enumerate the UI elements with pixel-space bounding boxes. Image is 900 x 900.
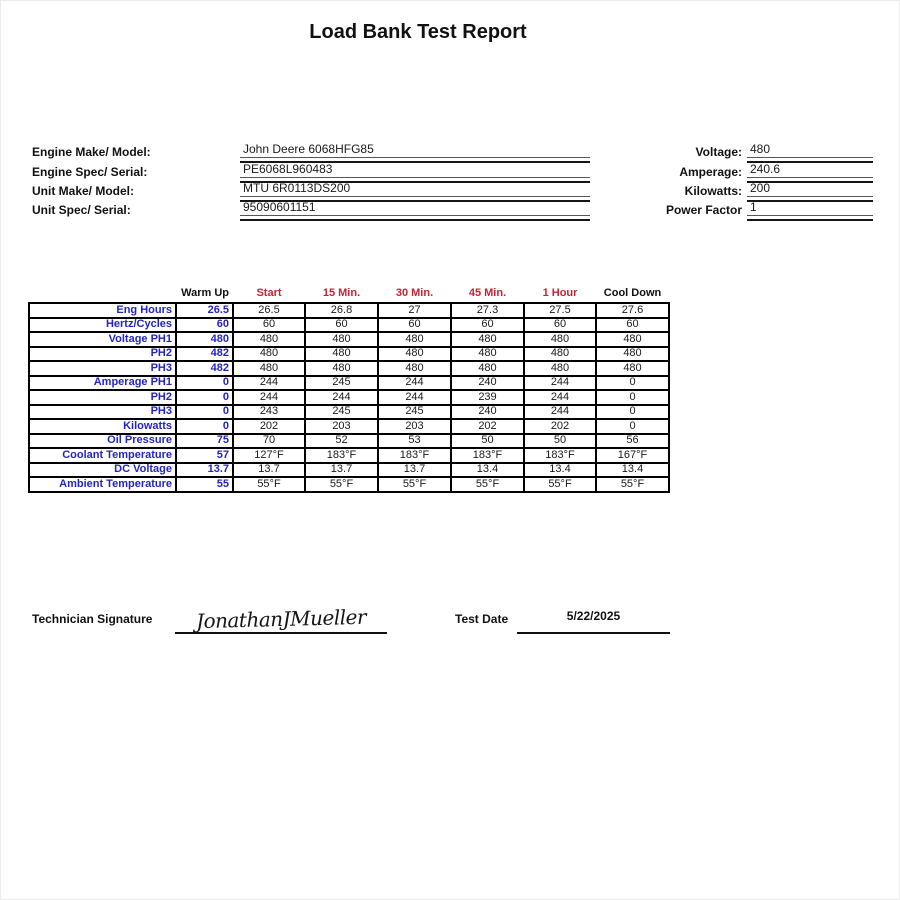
- field-value: 1: [747, 200, 873, 216]
- value-cell: 240: [451, 376, 524, 391]
- value-cell: 203: [378, 419, 451, 434]
- value-cell: 244: [233, 376, 305, 391]
- row-label: Voltage PH1: [29, 332, 176, 347]
- value-cell: 183°F: [378, 448, 451, 463]
- warm-up-cell: 55: [176, 477, 233, 492]
- engine-unit-info-block: [32, 144, 590, 221]
- value-cell: 13.7: [305, 463, 378, 478]
- row-label: DC Voltage: [29, 463, 176, 478]
- warm-up-cell: 57: [176, 448, 233, 463]
- value-cell: 55°F: [233, 477, 305, 492]
- value-cell: 244: [524, 376, 596, 391]
- column-header-15-min: 15 Min.: [322, 287, 361, 299]
- field-underline: [240, 142, 590, 163]
- value-cell: 26.5: [233, 303, 305, 318]
- value-cell: 183°F: [305, 448, 378, 463]
- row-label: Amperage PH1: [29, 376, 176, 391]
- info-row-engine-make-model: [32, 144, 590, 163]
- test-readings-table-wrap: [28, 287, 670, 493]
- field-underline: [240, 200, 590, 221]
- column-header-warm-up: Warm Up: [181, 287, 229, 299]
- row-label: Kilowatts: [29, 419, 176, 434]
- value-cell: 480: [451, 361, 524, 376]
- field-label: Voltage:: [695, 145, 742, 160]
- field-label: Amperage:: [679, 164, 742, 179]
- value-cell: 480: [524, 347, 596, 362]
- value-cell: 480: [305, 347, 378, 362]
- value-cell: 53: [378, 434, 451, 449]
- warm-up-cell: 480: [176, 332, 233, 347]
- value-cell: 480: [596, 361, 669, 376]
- field-underline: [240, 181, 590, 202]
- value-cell: 0: [596, 419, 669, 434]
- value-cell: 52: [305, 434, 378, 449]
- warm-up-cell: 60: [176, 318, 233, 333]
- value-cell: 183°F: [524, 448, 596, 463]
- value-cell: 55°F: [596, 477, 669, 492]
- value-cell: 245: [378, 405, 451, 420]
- value-cell: 480: [305, 361, 378, 376]
- info-row-engine-spec-serial: [32, 163, 590, 182]
- value-cell: 55°F: [378, 477, 451, 492]
- row-label: PH3: [29, 405, 176, 420]
- table-row: [29, 405, 669, 420]
- test-date-label: Test Date: [455, 612, 509, 626]
- value-cell: 55°F: [524, 477, 596, 492]
- table-row: [29, 332, 669, 347]
- value-cell: 50: [524, 434, 596, 449]
- field-underline: [747, 142, 873, 163]
- field-label: Kilowatts:: [684, 183, 742, 198]
- warm-up-cell: 0: [176, 390, 233, 405]
- value-cell: 244: [524, 390, 596, 405]
- table-row: [29, 318, 669, 333]
- value-cell: 27.3: [451, 303, 524, 318]
- column-header-45-min: 45 Min.: [468, 287, 507, 299]
- row-label: Oil Pressure: [29, 434, 176, 449]
- table-row: [29, 361, 669, 376]
- value-cell: 60: [451, 318, 524, 333]
- field-underline: [747, 200, 873, 221]
- value-cell: 13.4: [524, 463, 596, 478]
- value-cell: 127°F: [233, 448, 305, 463]
- value-cell: 60: [233, 318, 305, 333]
- table-row: [29, 477, 669, 492]
- value-cell: 480: [305, 332, 378, 347]
- field-label: Unit Spec/ Serial:: [32, 203, 131, 218]
- value-cell: 13.7: [233, 463, 305, 478]
- warm-up-cell: 482: [176, 361, 233, 376]
- value-cell: 245: [305, 405, 378, 420]
- value-cell: 55°F: [305, 477, 378, 492]
- technician-signature-label: Technician Signature: [32, 612, 153, 626]
- warm-up-cell: 26.5: [176, 303, 233, 318]
- warm-up-cell: 75: [176, 434, 233, 449]
- field-underline: [747, 162, 873, 183]
- row-label: Hertz/Cycles: [29, 318, 176, 333]
- warm-up-cell: 482: [176, 347, 233, 362]
- row-label: Eng Hours: [29, 303, 176, 318]
- value-cell: 480: [596, 347, 669, 362]
- table-row: [29, 390, 669, 405]
- column-header-start: Start: [256, 287, 282, 299]
- value-cell: 480: [451, 347, 524, 362]
- warm-up-cell: 0: [176, 376, 233, 391]
- info-row-power-factor: [632, 202, 873, 221]
- info-row-amperage: [632, 163, 873, 182]
- table-row: [29, 303, 669, 318]
- value-cell: 60: [305, 318, 378, 333]
- value-cell: 27.6: [596, 303, 669, 318]
- technician-signature-value: JonathanJMueller: [195, 604, 367, 634]
- field-value: 480: [747, 142, 873, 158]
- value-cell: 202: [451, 419, 524, 434]
- value-cell: 13.7: [378, 463, 451, 478]
- value-cell: 480: [378, 347, 451, 362]
- warm-up-cell: 0: [176, 419, 233, 434]
- value-cell: 480: [233, 332, 305, 347]
- header-spacer: [29, 287, 176, 303]
- field-value: John Deere 6068HFG85: [240, 142, 590, 158]
- value-cell: 27: [378, 303, 451, 318]
- field-value: 200: [747, 181, 873, 197]
- test-date-value: 5/22/2025: [566, 609, 621, 623]
- value-cell: 480: [378, 332, 451, 347]
- row-label: PH3: [29, 361, 176, 376]
- field-value: 95090601151: [240, 200, 590, 216]
- value-cell: 50: [451, 434, 524, 449]
- value-cell: 243: [233, 405, 305, 420]
- value-cell: 244: [305, 390, 378, 405]
- info-row-voltage: [632, 144, 873, 163]
- info-row-unit-spec-serial: [32, 202, 590, 221]
- value-cell: 60: [378, 318, 451, 333]
- field-label: Engine Make/ Model:: [32, 145, 151, 160]
- value-cell: 27.5: [524, 303, 596, 318]
- table-row: [29, 463, 669, 478]
- value-cell: 240: [451, 405, 524, 420]
- column-header-30-min: 30 Min.: [395, 287, 434, 299]
- warm-up-cell: 13.7: [176, 463, 233, 478]
- value-cell: 56: [596, 434, 669, 449]
- info-row-kilowatts: [632, 180, 873, 202]
- value-cell: 480: [378, 361, 451, 376]
- electrical-info-block: [632, 144, 873, 221]
- value-cell: 0: [596, 376, 669, 391]
- value-cell: 480: [524, 332, 596, 347]
- value-cell: 70: [233, 434, 305, 449]
- field-label: Unit Make/ Model:: [32, 183, 135, 198]
- value-cell: 0: [596, 390, 669, 405]
- value-cell: 244: [378, 390, 451, 405]
- signature-line: [175, 598, 387, 634]
- value-cell: 55°F: [451, 477, 524, 492]
- table-row: [29, 347, 669, 362]
- field-label: Power Factor: [665, 203, 742, 218]
- value-cell: 244: [378, 376, 451, 391]
- test-date-line: [517, 598, 670, 634]
- table-row: [29, 419, 669, 434]
- value-cell: 239: [451, 390, 524, 405]
- value-cell: 167°F: [596, 448, 669, 463]
- value-cell: 244: [524, 405, 596, 420]
- table-row: [29, 448, 669, 463]
- value-cell: 60: [524, 318, 596, 333]
- value-cell: 480: [451, 332, 524, 347]
- value-cell: 0: [596, 405, 669, 420]
- field-value: 240.6: [747, 162, 873, 178]
- field-underline: [240, 162, 590, 183]
- row-label: PH2: [29, 390, 176, 405]
- value-cell: 183°F: [451, 448, 524, 463]
- row-label: PH2: [29, 347, 176, 362]
- value-cell: 202: [524, 419, 596, 434]
- value-cell: 202: [233, 419, 305, 434]
- value-cell: 480: [596, 332, 669, 347]
- field-value: PE6068L960483: [240, 162, 590, 178]
- value-cell: 203: [305, 419, 378, 434]
- table-body: [29, 303, 669, 492]
- value-cell: 60: [596, 318, 669, 333]
- row-label: Coolant Temperature: [29, 448, 176, 463]
- value-cell: 13.4: [451, 463, 524, 478]
- value-cell: 480: [524, 361, 596, 376]
- field-underline: [747, 181, 873, 202]
- field-value: MTU 6R0113DS200: [240, 181, 590, 197]
- table-row: [29, 434, 669, 449]
- column-header-cool-down: Cool Down: [603, 287, 662, 299]
- table-row: [29, 376, 669, 391]
- table-header-row: [29, 287, 669, 303]
- report-table: [28, 287, 670, 493]
- warm-up-cell: 0: [176, 405, 233, 420]
- info-row-unit-make-model: [32, 180, 590, 202]
- value-cell: 245: [305, 376, 378, 391]
- value-cell: 26.8: [305, 303, 378, 318]
- column-header-1-hour: 1 Hour: [542, 287, 578, 299]
- row-label: Ambient Temperature: [29, 477, 176, 492]
- value-cell: 480: [233, 347, 305, 362]
- field-label: Engine Spec/ Serial:: [32, 164, 148, 179]
- page-title: Load Bank Test Report: [309, 21, 527, 43]
- value-cell: 244: [233, 390, 305, 405]
- value-cell: 480: [233, 361, 305, 376]
- value-cell: 13.4: [596, 463, 669, 478]
